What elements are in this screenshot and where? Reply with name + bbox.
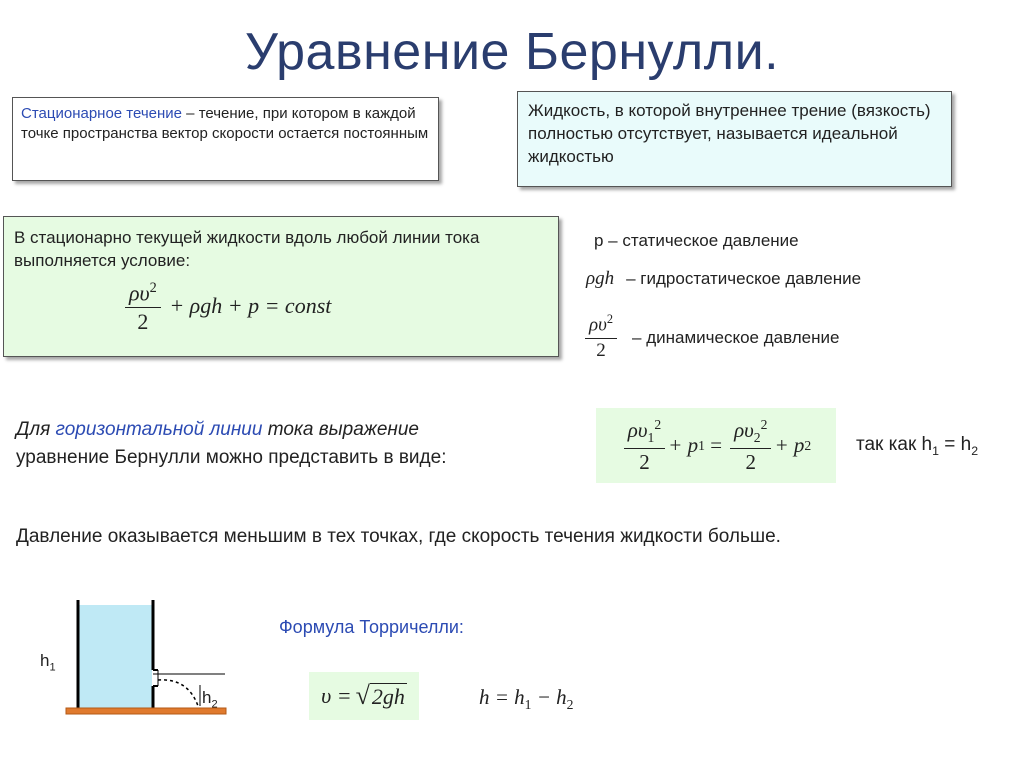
label-h1 [40, 651, 56, 673]
horizontal-highlight: горизонтальной линии [55, 419, 263, 440]
v1-denominator: 2 [639, 449, 650, 474]
water-jet-arc [158, 680, 198, 706]
h2-subscript: 2 [211, 698, 218, 711]
dynamic-pressure-row [582, 313, 839, 362]
torricelli-lhs: υ = [321, 683, 352, 708]
horizontal-bernoulli-formula [596, 408, 836, 483]
torricelli-title: Формула Торричелли: [279, 617, 464, 637]
torricelli-radicand: 2gh [371, 683, 405, 709]
equals-sign: = [708, 433, 724, 457]
h-formula-lhs: h = h [479, 685, 525, 709]
because-mid: = h [938, 434, 972, 455]
torricelli-formula [309, 672, 419, 720]
fraction-denominator: 2 [137, 309, 149, 335]
kinetic-fraction [125, 281, 161, 335]
equation-rest: + ρgh + p = const [169, 292, 332, 318]
h2-letter: h [202, 688, 212, 707]
because-prefix: так как h [856, 434, 933, 455]
dynamic-pressure-label: – динамическое давление [632, 327, 840, 347]
because-sub1: 1 [932, 443, 939, 458]
fraction-v2 [730, 417, 771, 473]
static-pressure-label: p – статическое давление [594, 231, 799, 250]
because-sub2: 2 [971, 443, 979, 458]
ideal-fluid-definition: Жидкость, в которой внутреннее трение (вязкость) полностью отсутствует, называется идеальной жидкостью [528, 101, 931, 166]
v1-numerator: ρυ [627, 418, 648, 443]
v2-exponent: 2 [760, 417, 768, 433]
dynamic-exponent: 2 [606, 312, 614, 326]
fraction-exponent: 2 [149, 279, 157, 296]
bernoulli-equation [122, 281, 548, 335]
ideal-fluid-box [517, 91, 952, 187]
label-h2 [202, 688, 218, 710]
v2-subscript: 2 [753, 430, 761, 446]
sqrt-icon: √ [355, 681, 370, 710]
stationary-definition: – течение, при котором в каждой точке пространства вектор скорости остается постоянным [21, 105, 429, 143]
p1-subscript: 1 [698, 437, 705, 453]
water-fill [78, 605, 152, 708]
height-condition [856, 434, 978, 458]
horizontal-line2: уравнение Бернулли можно представить в виде: [16, 446, 447, 468]
v2-numerator: ρυ [734, 418, 754, 443]
height-difference-formula [479, 685, 574, 713]
horizontal-part2: тока выражение [262, 419, 419, 440]
h-formula-sub1: 1 [524, 697, 532, 713]
fraction-numerator: ρυ [129, 280, 150, 306]
stationary-definition-box [12, 97, 439, 181]
dynamic-denominator: 2 [596, 340, 606, 362]
h1-letter: h [40, 651, 50, 670]
h-formula-minus: − h [531, 685, 567, 709]
plus-p2: + p [774, 433, 805, 457]
hydrostatic-symbol: ρgh [586, 268, 615, 289]
p2-subscript: 2 [804, 437, 812, 453]
fraction-v1 [624, 417, 665, 473]
dynamic-numerator: ρυ [589, 314, 607, 336]
plus-p1: + p [668, 433, 699, 457]
h-formula-sub2: 2 [566, 697, 574, 713]
hydrostatic-pressure-row [586, 268, 861, 290]
slide-title: Уравнение Бернулли. [244, 23, 780, 81]
v1-subscript: 1 [647, 430, 655, 446]
horizontal-part1: Для [16, 419, 56, 440]
dynamic-fraction [585, 313, 617, 362]
horizontal-streamline-text [16, 416, 576, 471]
bernoulli-condition-box [3, 216, 559, 357]
stationary-term: Стационарное течение [21, 105, 183, 122]
h1-subscript: 1 [49, 661, 56, 674]
bernoulli-condition-text: В стационарно текущей жидкости вдоль любой линии тока выполняется условие: [14, 228, 480, 270]
pressure-conclusion: Давление оказывается меньшим в тех точках, где скорость течения жидкости больше. [16, 526, 781, 547]
v2-denominator: 2 [745, 449, 757, 474]
hydrostatic-pressure-label: – гидростатическое давление [626, 269, 862, 288]
v1-exponent: 2 [654, 417, 662, 433]
